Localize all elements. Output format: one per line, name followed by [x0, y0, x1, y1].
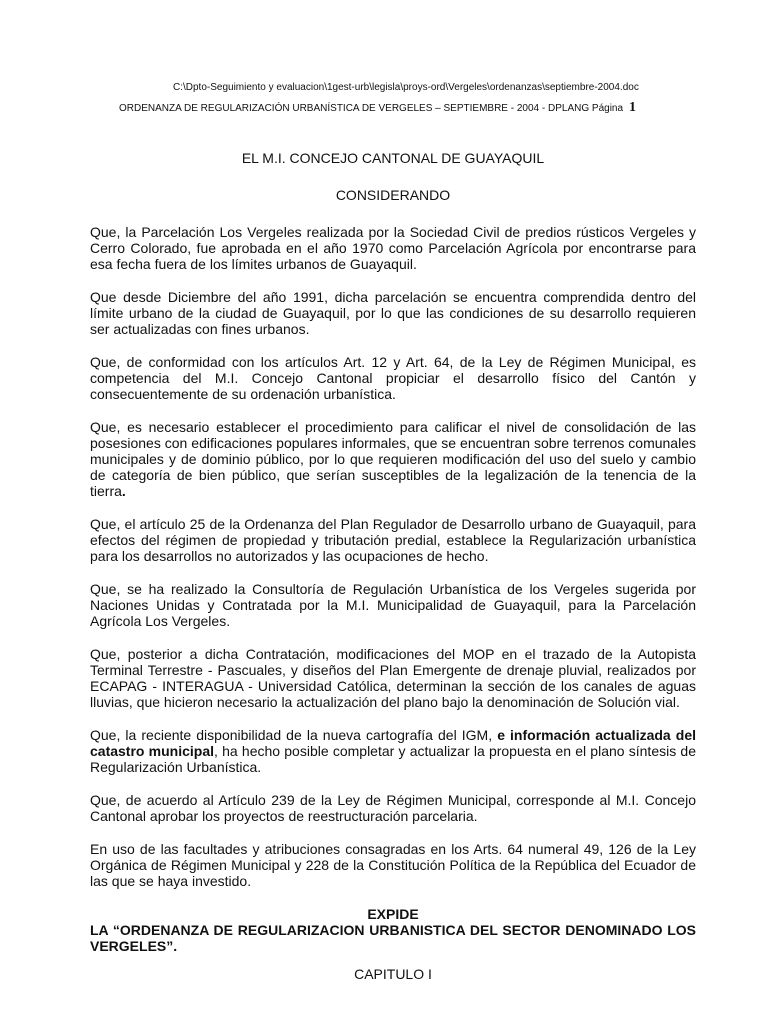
- paragraph-8-rest: , ha hecho posible completar y actualizar la propuesta en el plano síntesis de Regularización Urbanística.: [90, 743, 696, 775]
- page-number: 1: [629, 100, 637, 115]
- paragraph-4: [90, 419, 696, 499]
- paragraph-2: Que desde Diciembre del año 1991, dicha parcelación se encuentra comprendida dentro del límite urbano de la ciudad de Guayaquil, por lo que las condiciones de su desarrollo requieren ser actualizadas con fines urbanos.: [90, 289, 696, 337]
- paragraph-4-text: Que, es necesario establecer el procedimiento para calificar el nivel de consolidación de las posesiones con edificaciones populares informales, que se encuentran sobre terrenos comunales municipales y de dominio público, por lo que requieren modificación del uso del suelo y cambio de categoría de bien público, que serían susceptibles de la legalización de la tenencia de la tierra: [90, 419, 696, 499]
- document-body: [90, 150, 696, 982]
- file-path: C:\Dpto-Seguimiento y evaluacion\1gest-urb\legisla\proys-ord\Vergeles\ordenanzas\septiembre-2004.doc: [173, 82, 639, 93]
- considering-heading: CONSIDERANDO: [335, 187, 451, 203]
- expide-block: [90, 906, 696, 954]
- paragraph-4-end: .: [121, 483, 126, 499]
- chapter-heading: CAPITULO I: [354, 966, 432, 982]
- running-header: [119, 100, 636, 116]
- header-doc-title: ORDENANZA DE REGULARIZACIÓN URBANÍSTICA DE VERGELES – SEPTIEMBRE - 2004 - DPLANG Página: [119, 103, 624, 114]
- paragraph-8-start: Que, la reciente disponibilidad de la nueva cartografía del IGM,: [90, 727, 493, 743]
- paragraph-6: Que, se ha realizado la Consultoría de Regulación Urbanística de los Vergeles sugerida por Naciones Unidas y Contratada por la M.I. Municipalidad de Guayaquil, para la Parcelación Agrícola Los Vergeles.: [90, 581, 696, 629]
- paragraph-8: [90, 727, 696, 775]
- ordinance-title: LA “ORDENANZA DE REGULARIZACION URBANISTICA DEL SECTOR DENOMINADO LOS VERGELES”.: [90, 922, 696, 954]
- paragraph-3: Que, de conformidad con los artículos Art. 12 y Art. 64, de la Ley de Régimen Municipal, es competencia del M.I. Concejo Cantonal propiciar el desarrollo físico del Cantón y consecuentemente de su ordenación urbanística.: [90, 354, 696, 402]
- paragraph-1: Que, la Parcelación Los Vergeles realizada por la Sociedad Civil de predios rústicos Vergeles y Cerro Colorado, fue aprobada en el año 1970 como Parcelación Agrícola por encontrarse para esa fecha fuera de los límites urbanos de Guayaquil.: [90, 224, 696, 272]
- council-heading: EL M.I. CONCEJO CANTONAL DE GUAYAQUIL: [241, 150, 545, 166]
- expide-heading: EXPIDE: [367, 906, 419, 922]
- paragraph-5: Que, el artículo 25 de la Ordenanza del Plan Regulador de Desarrollo urbano de Guayaquil, para efectos del régimen de propiedad y tributación predial, establece la Regularización urbanística para los desarrollos no autorizados y las ocupaciones de hecho.: [90, 516, 696, 564]
- paragraph-9: Que, de acuerdo al Artículo 239 de la Ley de Régimen Municipal, corresponde al M.I. Concejo Cantonal aprobar los proyectos de reestructuración parcelaria.: [90, 792, 696, 824]
- paragraph-8-bold: e información actualizada del catastro municipal: [90, 727, 697, 759]
- paragraph-10: En uso de las facultades y atribuciones consagradas en los Arts. 64 numeral 49, 126 de la Ley Orgánica de Régimen Municipal y 228 de la Constitución Política de la República del Ecuador de las que se haya investido.: [90, 841, 696, 889]
- paragraph-7: Que, posterior a dicha Contratación, modificaciones del MOP en el trazado de la Autopista Terminal Terrestre - Pascuales, y diseños del Plan Emergente de drenaje pluvial, realizados por ECAPAG - INTERAGUA - Universidad Católica, determinan la sección de los canales de aguas lluvias, que hicieron necesario la actualización del plano bajo la denominación de Solución vial.: [90, 646, 696, 710]
